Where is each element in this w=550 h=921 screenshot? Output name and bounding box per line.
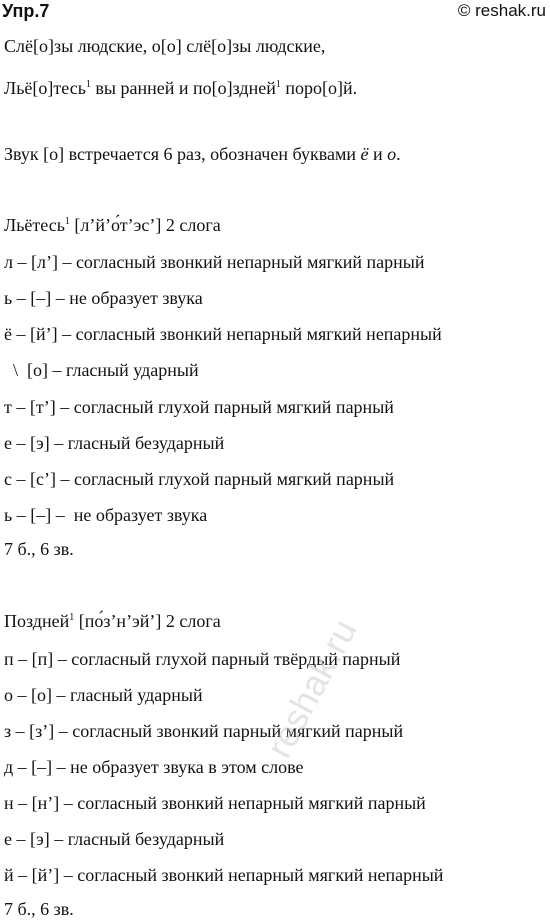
word2-word: Поздней (4, 611, 70, 631)
word1-row: л – [л’] – согласный звонкий непарный мягкий парный (4, 252, 425, 272)
poem-line-2 (4, 77, 357, 99)
footnote-mark: 1 (69, 612, 75, 623)
poem-text: вы ранней и по[о]здней (90, 78, 276, 98)
word1-row: ь – [–] – не образует звука (4, 505, 208, 525)
sound-note (4, 143, 401, 165)
poem-word: Льё[о]тесь (4, 78, 86, 98)
word1-row: т – [т’] – согласный глухой парный мягкий парный (4, 397, 394, 417)
word2-transcription: [по́з’н’эй’] 2 слога (74, 611, 221, 631)
note-text: и (368, 144, 388, 164)
note-text: . (396, 144, 401, 164)
word1-row: е – [э] – гласный безударный (4, 433, 225, 453)
footnote-mark: 1 (64, 216, 70, 227)
word2-row: й – [й’] – согласный звонкий непарный мягкий непарный (4, 865, 444, 885)
poem-text: поро[о]й. (280, 78, 358, 98)
word2-summary: 7 б., 6 зв. (4, 899, 74, 919)
word2-row: д – [–] – не образует звука в этом слове (4, 757, 304, 777)
word2-row: о – [о] – гласный ударный (4, 685, 203, 705)
word1-title (4, 214, 221, 236)
word1-transcription: [л’й’о́т’эс’] 2 слога (69, 215, 221, 235)
letter-o: о (387, 144, 397, 164)
word2-row: з – [з’] – согласный звонкий парный мягкий парный (4, 721, 404, 741)
note-text: Звук [о] встречается 6 раз, обозначен буквами (4, 144, 361, 164)
word1-row: ё – [й’] – согласный звонкий непарный мягкий непарный (4, 324, 442, 344)
word1-row: ь – [–] – не образует звука (4, 288, 203, 308)
exercise-title: Упр.7 (2, 1, 50, 21)
site-credit: © reshak.ru (457, 1, 546, 20)
word1-row: \ [о] – гласный ударный (4, 360, 199, 380)
poem-line-1: Слё[о]зы людские, о[о] слё[о]зы людские, (4, 36, 326, 56)
word1-row: с – [с’] – согласный глухой парный мягкий парный (4, 469, 395, 489)
word1-word: Льётесь (4, 215, 65, 235)
word2-title (4, 610, 221, 632)
word2-row: н – [н’] – согласный звонкий непарный мягкий парный (4, 793, 426, 813)
footnote-mark: 1 (275, 79, 281, 90)
word1-summary: 7 б., 6 зв. (4, 539, 74, 559)
word2-row: е – [э] – гласный безударный (4, 829, 225, 849)
footnote-mark: 1 (85, 79, 91, 90)
letter-yo: ё (360, 144, 369, 164)
watermark: reshak.ru (258, 612, 365, 765)
word2-row: п – [п] – согласный глухой парный твёрдый парный (4, 649, 401, 669)
